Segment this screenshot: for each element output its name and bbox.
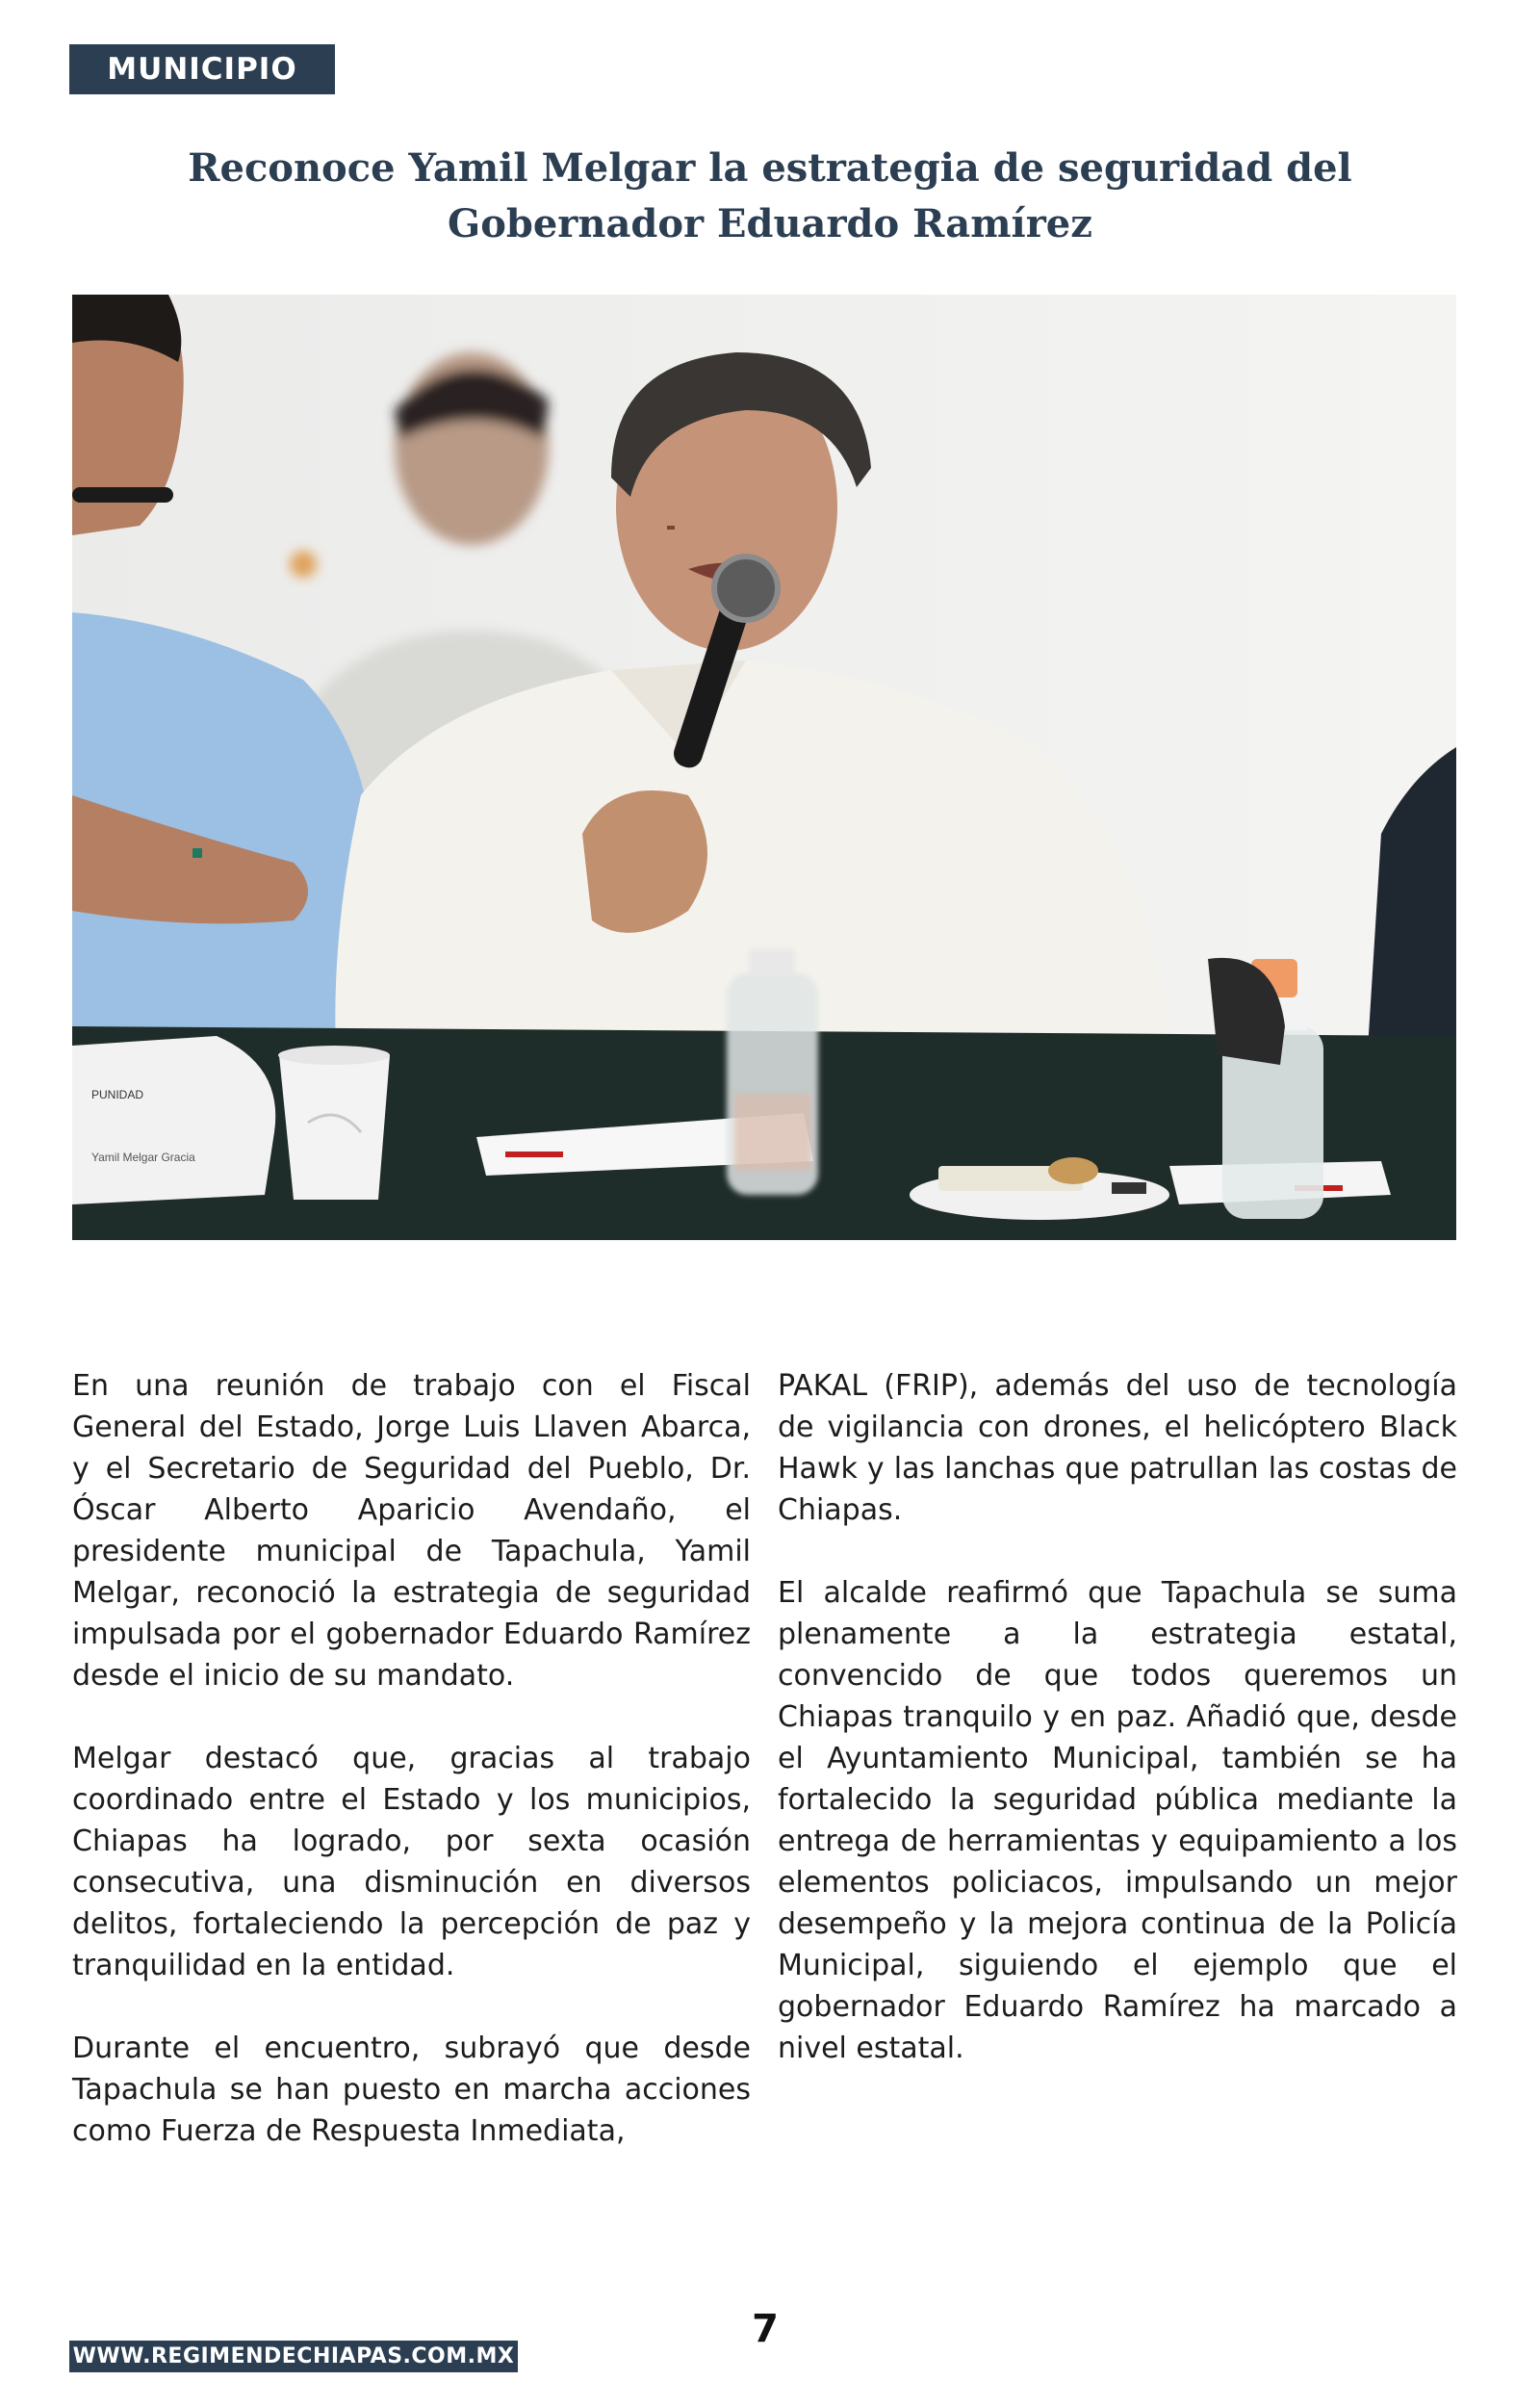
article-column-left: [72, 1365, 751, 2152]
article-column-right: [778, 1365, 1457, 2069]
article-photo: [72, 295, 1456, 1240]
article-headline: [96, 141, 1444, 252]
paragraph: En una reunión de trabajo con el Fiscal General del Estado, Jorge Luis Llaven Abarca, y el Secretario de Seguridad del Pueblo, Dr. Óscar Alberto Aparicio Avendaño, el presidente municipal de Tapachula, Yamil Melgar, reconoció la estrategia de seguridad impulsada por el gobernador Eduardo Ramírez desde el inicio de su mandato.: [72, 1369, 751, 1693]
paragraph: Durante el encuentro, subrayó que desde Tapachula se han puesto en marcha acciones como Fuerza de Respuesta Inmediata,: [72, 2032, 751, 2148]
svg-text:PUNIDAD: PUNIDAD: [91, 1088, 144, 1101]
page-number: 7: [752, 2307, 779, 2351]
nameplate: [72, 1036, 275, 1204]
paper-cup: [278, 1046, 390, 1200]
section-tag: MUNICIPIO: [69, 44, 335, 94]
paragraph: PAKAL (FRIP), además del uso de tecnología de vigilancia con drones, el helicóptero Black Hawk y las lanchas que patrullan las costas de Chiapas.: [778, 1369, 1457, 1527]
paragraph: Melgar destacó que, gracias al trabajo coordinado entre el Estado y los municipios, Chiapas ha logrado, por sexta ocasión consecutiva, una disminución en diversos delitos, fortaleciendo la percepción de paz y tranquilidad en la entidad.: [72, 1742, 751, 1982]
water-bottle-center: [727, 949, 818, 1195]
paragraph: El alcalde reafirmó que Tapachula se suma plenamente a la estrategia estatal, convencido de que todos queremos un Chiapas tranquilo y en paz. Añadió que, desde el Ayuntamiento Municipal, también se ha fortalecido la seguridad pública mediante la entrega de herramientas y equipamiento a los elementos policiacos, impulsando un mejor desempeño y la mejora continua de la Policía Municipal, siguiendo el ejemplo que el gobernador Eduardo Ramírez ha marcado a nivel estatal.: [778, 1576, 1457, 2065]
headline-line-2: Gobernador Eduardo Ramírez: [448, 201, 1092, 246]
website-link[interactable]: WWW.REGIMENDECHIAPAS.COM.MX: [69, 2341, 518, 2372]
headline-line-1: Reconoce Yamil Melgar la estrategia de seguridad del: [188, 145, 1352, 191]
svg-text:Yamil Melgar Gracia: Yamil Melgar Gracia: [91, 1151, 195, 1164]
meeting-photo-illustration: [72, 295, 1456, 1240]
